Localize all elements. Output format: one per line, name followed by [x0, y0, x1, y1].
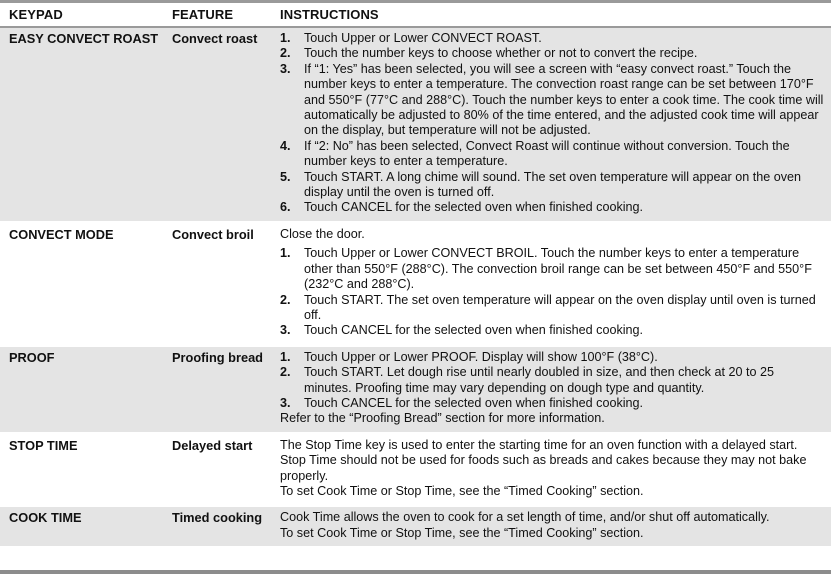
feature-cell: Proofing bread	[163, 345, 271, 433]
keypad-feature-table	[0, 3, 831, 549]
step-number: 1.	[280, 31, 291, 45]
instructions-cell	[271, 222, 831, 345]
keypad-cell: CONVECT MODE	[0, 222, 163, 345]
bottom-rule	[0, 570, 831, 574]
step-item	[280, 396, 825, 411]
step-text: Touch START. The set oven temperature will appear on the oven display until oven is turned off.	[304, 292, 816, 322]
paragraph: To set Cook Time or Stop Time, see the “Timed Cooking” section.	[280, 525, 644, 540]
step-text: Touch CANCEL for the selected oven when finished cooking.	[304, 395, 644, 410]
step-item	[280, 365, 825, 396]
step-text: Touch the number keys to choose whether or not to convert the recipe.	[304, 46, 698, 61]
step-number: 2.	[280, 365, 291, 380]
step-item	[280, 46, 825, 61]
header-instructions: INSTRUCTIONS	[271, 3, 831, 27]
step-number: 3.	[280, 323, 291, 338]
step-number: 5.	[280, 169, 291, 184]
keypad-cell: COOK TIME	[0, 506, 163, 548]
header-feature: FEATURE	[163, 3, 271, 27]
step-number: 4.	[280, 138, 291, 153]
step-text: Touch START. Let dough rise until nearly doubled in size, and then check at 20 to 25 minutes. Proofing time may vary depending on dough type and quantity.	[304, 365, 774, 395]
step-number: 2.	[280, 46, 291, 61]
step-number: 1.	[280, 349, 291, 364]
step-number: 3.	[280, 395, 291, 410]
intro-text: Close the door.	[280, 226, 365, 241]
step-list	[280, 350, 825, 412]
step-number: 1.	[280, 246, 291, 261]
step-text: Touch CANCEL for the selected oven when finished cooking.	[304, 200, 644, 215]
paragraph: To set Cook Time or Stop Time, see the “Timed Cooking” section.	[280, 483, 644, 498]
step-number: 2.	[280, 292, 291, 307]
feature-cell: Delayed start	[163, 433, 271, 506]
step-item	[280, 293, 825, 324]
step-list	[280, 31, 825, 216]
step-item	[280, 31, 825, 46]
step-list	[280, 246, 825, 338]
step-number: 3.	[280, 61, 291, 76]
instructions-cell	[271, 27, 831, 222]
instructions-cell	[271, 345, 831, 433]
step-text: Touch CANCEL for the selected oven when finished cooking.	[304, 323, 644, 338]
step-text: Touch Upper or Lower CONVECT BROIL. Touch the number keys to enter a temperature other than 550°F (288°C). The convection broil range can be set between 450°F and 550°F (232°C and 288°C).	[304, 246, 812, 292]
keypad-cell: EASY CONVECT ROAST	[0, 27, 163, 222]
feature-cell: Timed cooking	[163, 506, 271, 548]
table-row-proof	[0, 345, 831, 433]
step-item	[280, 246, 825, 292]
keypad-cell: STOP TIME	[0, 433, 163, 506]
header-keypad: KEYPAD	[0, 3, 163, 27]
instructions-cell	[271, 506, 831, 548]
instructions-cell	[271, 433, 831, 506]
step-item	[280, 139, 825, 170]
keypad-cell: PROOF	[0, 345, 163, 433]
table-row-convect-mode	[0, 222, 831, 345]
step-item	[280, 323, 825, 338]
paragraph: Cook Time allows the oven to cook for a set length of time, and/or shut off automatically.	[280, 510, 770, 525]
table-row-stop-time	[0, 433, 831, 506]
header-row	[0, 3, 831, 27]
step-text: Touch Upper or Lower CONVECT ROAST.	[304, 31, 542, 45]
step-item	[280, 200, 825, 215]
step-item	[280, 350, 825, 365]
paragraph: The Stop Time key is used to enter the starting time for an oven function with a delayed start.	[280, 437, 798, 452]
note-text: Refer to the “Proofing Bread” section for more information.	[280, 411, 605, 426]
step-text: Touch Upper or Lower PROOF. Display will show 100°F (38°C).	[304, 349, 658, 364]
table-row-easy-convect-roast	[0, 27, 831, 222]
feature-cell: Convect broil	[163, 222, 271, 345]
feature-cell: Convect roast	[163, 27, 271, 222]
step-item	[280, 170, 825, 201]
step-number: 6.	[280, 200, 291, 215]
step-text: Touch START. A long chime will sound. The set oven temperature will appear on the oven display until the oven is turned off.	[304, 169, 802, 200]
step-item	[280, 62, 825, 139]
table-row-cook-time	[0, 506, 831, 548]
step-text: If “2: No” has been selected, Convect Roast will continue without conversion. Touch the number keys to enter a temperature.	[304, 138, 790, 169]
step-text: If “1: Yes” has been selected, you will see a screen with “easy convect roast.” Touch the number keys to enter a temperature. The convection roast range can be set between 170°F and 550°F (77°C and 288°C). Touch the number keys to enter a cook time. The cook time will automatically be adjusted to 80% of the time entered, and the adjusted cook time will appear on the display, but temperature will not be adjusted.	[304, 61, 824, 138]
paragraph: Stop Time should not be used for foods such as breads and cakes because they may not bake properly.	[280, 453, 807, 483]
